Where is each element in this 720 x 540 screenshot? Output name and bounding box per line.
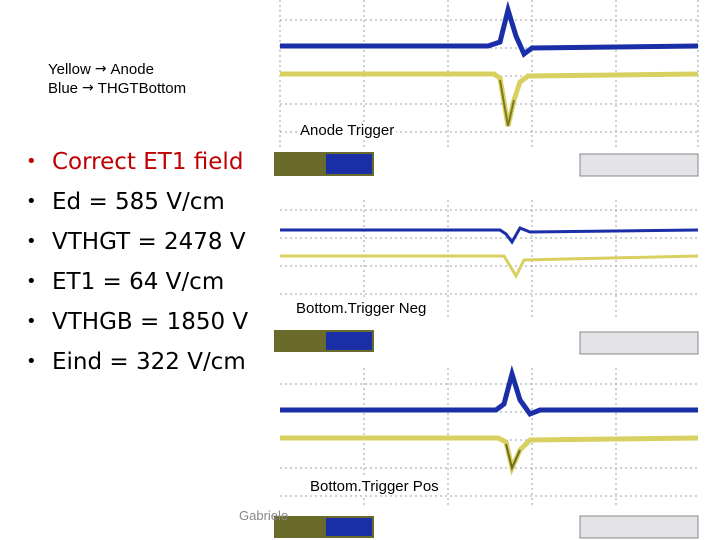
list-item-text: VTHGB = 1850 V: [52, 309, 249, 335]
panel-label-bottom-neg: Bottom.Trigger Neg: [296, 300, 427, 317]
list-item: [26, 222, 248, 262]
bullet-icon: •: [26, 231, 37, 252]
list-item-text: Ed = 585 V/cm: [52, 189, 225, 215]
legend-blue-value: THGTBottom: [97, 80, 187, 97]
panel-label-anode: Anode Trigger: [300, 122, 395, 139]
oscilloscope-bottom-neg: [268, 190, 708, 358]
list-item-text: Correct ET1 field: [52, 149, 244, 175]
legend-yellow-label: Yellow: [48, 61, 91, 78]
scope-bottom-neg-screen: [268, 190, 708, 358]
legend-row-yellow: [48, 60, 186, 79]
blue-trace: [280, 10, 698, 54]
legend-blue-label: Blue: [48, 80, 79, 97]
list-item: [26, 342, 248, 382]
bullet-icon: •: [26, 351, 37, 372]
blue-trace: [280, 228, 698, 242]
bullet-icon: •: [26, 311, 37, 332]
oscilloscope-anode: [268, 0, 708, 180]
yellow-trace: [280, 438, 698, 468]
list-item: [26, 182, 248, 222]
bullet-icon: •: [26, 271, 37, 292]
list-item: [26, 262, 248, 302]
scope-bottom-pos-screen: [268, 364, 708, 540]
bullet-icon: •: [26, 191, 37, 212]
list-item: [26, 142, 248, 182]
list-item-text: Eind = 322 V/cm: [52, 349, 246, 375]
parameter-list: [26, 142, 248, 382]
arrow-right-icon: →: [94, 61, 107, 77]
panel-label-bottom-pos: Bottom.Trigger Pos: [310, 478, 439, 495]
trace-legend: [48, 60, 186, 98]
arrow-right-icon: →: [82, 80, 94, 96]
legend-row-blue: [48, 79, 186, 98]
bullet-icon: •: [26, 151, 37, 172]
blue-trace: [280, 374, 698, 414]
list-item-text: ET1 = 64 V/cm: [52, 269, 225, 295]
yellow-trace: [280, 74, 698, 126]
scope-anode-screen: [268, 0, 708, 180]
list-item: [26, 302, 248, 342]
legend-yellow-value: Anode: [110, 61, 154, 78]
list-item-text: VTHGT = 2478 V: [52, 229, 246, 255]
footer-author: Gabriele: [239, 508, 289, 523]
oscilloscope-bottom-pos: [268, 364, 708, 540]
